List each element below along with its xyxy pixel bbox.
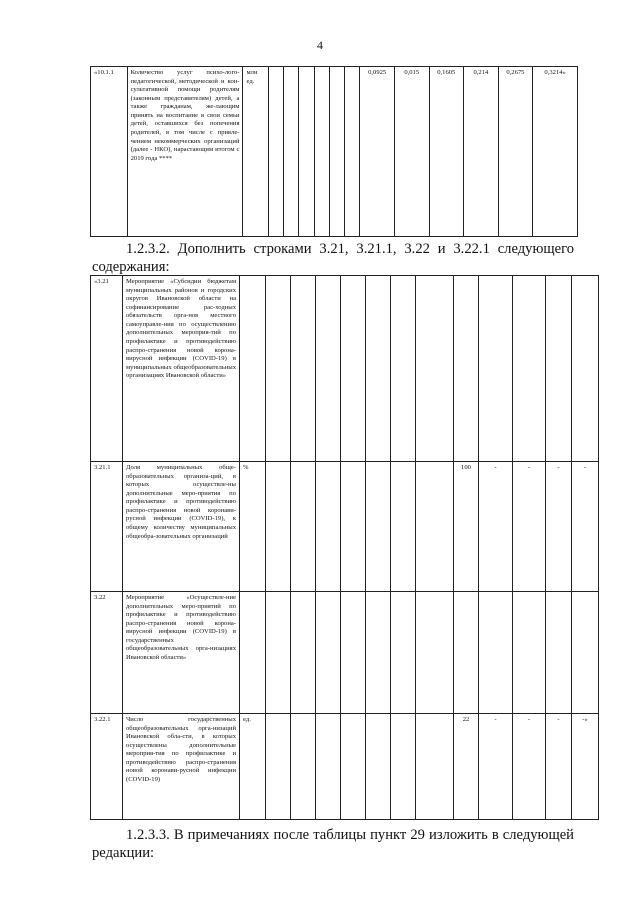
value-cell: 0,2675 xyxy=(498,67,533,237)
value-cell xyxy=(416,276,454,462)
value-cell: - xyxy=(546,462,572,592)
value-cell xyxy=(391,462,416,592)
indicator-table-bottom xyxy=(90,275,599,820)
value-cell xyxy=(291,714,316,820)
value-cell xyxy=(341,592,366,714)
value-cell xyxy=(316,592,341,714)
value-cell xyxy=(291,592,316,714)
value-cell xyxy=(454,592,479,714)
value-cell xyxy=(291,462,316,592)
value-cell xyxy=(454,276,479,462)
table-row xyxy=(91,67,578,237)
row-unit: млн ед. xyxy=(243,67,268,237)
value-cell xyxy=(546,592,572,714)
table-row xyxy=(91,462,599,592)
value-cell: - xyxy=(513,462,546,592)
value-cell xyxy=(479,276,513,462)
row-description: Мероприятие «Субсидии бюджетам муниципальных районов и городских округов Ивановской области на софинансирование рас-ходных обязательств орга-нов местного самоуправле-ния по осуществлению дополнительных мероприя-тий по профилактике и противодействию распро-странения новой корона-вирусной инфекции (COVID-19) в муниципальных общеобразовательных организациях Ивановской области» xyxy=(123,276,240,462)
row-number: 3.22.1 xyxy=(91,714,123,820)
value-cell xyxy=(572,592,599,714)
value-cell xyxy=(513,592,546,714)
value-cell xyxy=(546,276,572,462)
value-cell xyxy=(572,276,599,462)
value-cell xyxy=(513,276,546,462)
value-cell xyxy=(316,276,341,462)
value-cell xyxy=(341,462,366,592)
row-unit: ед. xyxy=(240,714,266,820)
amendment-paragraph-1232: 1.2.3.2. Дополнить строками 3.21, 3.21.1, 3.22 и 3.22.1 следующего содержания: xyxy=(92,241,574,276)
value-cell xyxy=(416,462,454,592)
value-cell: - xyxy=(546,714,572,820)
value-cell xyxy=(366,592,391,714)
value-cell: 0,1605 xyxy=(429,67,464,237)
value-cell: - xyxy=(479,714,513,820)
value-cell xyxy=(391,592,416,714)
value-cell xyxy=(366,462,391,592)
row-description: Количество услуг психо-лого-педагогической, методической и кон-сультативной помощи родителям (законным представителям) детей, а также гражданам, же-лающим принять на воспитание в свои семьи детей, оставшихся без попечения родителей, в том числе с привле-чением некоммерческих организаций (далее - НКО), нарастающим итогом с 2019 года **** xyxy=(127,67,243,237)
amendment-paragraph-1233: 1.2.3.3. В примечаниях после таблицы пункт 29 изложить в следующей редакции: xyxy=(92,827,574,862)
value-cell xyxy=(268,67,283,237)
table-row xyxy=(91,592,599,714)
row-description: Доля муниципальных обще-образовательных организа-ций, в которых осуществле-ны дополнительные меро-приятия по профилактике и противодействию распро-странения новой коронави-русной инфекции (COVID-19), к общему количеству муниципальных общеобра-зовательных организаций xyxy=(123,462,240,592)
value-cell xyxy=(416,714,454,820)
value-cell xyxy=(291,276,316,462)
row-number: «3.21 xyxy=(91,276,123,462)
indicator-table-top xyxy=(90,66,578,237)
value-cell xyxy=(329,67,344,237)
row-number: 3.22 xyxy=(91,592,123,714)
value-cell xyxy=(266,592,291,714)
row-description: Мероприятие «Осуществле-ние дополнительных меро-приятий по профилактике и противодействию распро-странения новой корона-вирусной инфекции (COVID-19) в государственных общеобразовательных орга-низациях Ивановской области» xyxy=(123,592,240,714)
value-cell xyxy=(341,714,366,820)
value-cell: - xyxy=(479,462,513,592)
value-cell xyxy=(391,276,416,462)
table-row xyxy=(91,276,599,462)
value-cell xyxy=(479,592,513,714)
value-cell xyxy=(266,276,291,462)
value-cell: 22 xyxy=(454,714,479,820)
value-cell xyxy=(266,714,291,820)
row-unit: % xyxy=(240,462,266,592)
row-number: «10.1.1 xyxy=(91,67,128,237)
row-unit xyxy=(240,276,266,462)
value-cell: 0,3214» xyxy=(533,67,578,237)
value-cell: 100 xyxy=(454,462,479,592)
value-cell xyxy=(366,276,391,462)
row-description: Число государственных общеобразовательных орга-низаций Ивановской обла-сти, в которых осуществлены дополнительные мероприя-тия по профилактике и противодействию распро-странения новой коронави-русной инфекции (COVID-19) xyxy=(123,714,240,820)
value-cell xyxy=(341,276,366,462)
value-cell: -» xyxy=(572,714,599,820)
row-unit xyxy=(240,592,266,714)
value-cell: 0,015 xyxy=(394,67,429,237)
value-cell xyxy=(284,67,299,237)
table-row xyxy=(91,714,599,820)
value-cell xyxy=(366,714,391,820)
value-cell xyxy=(416,592,454,714)
value-cell: - xyxy=(572,462,599,592)
value-cell xyxy=(316,714,341,820)
value-cell xyxy=(345,67,360,237)
row-number: 3.21.1 xyxy=(91,462,123,592)
value-cell xyxy=(266,462,291,592)
value-cell xyxy=(314,67,329,237)
value-cell xyxy=(299,67,314,237)
value-cell: 0,214 xyxy=(464,67,499,237)
value-cell: 0,0925 xyxy=(360,67,395,237)
value-cell xyxy=(316,462,341,592)
page-number: 4 xyxy=(317,38,323,52)
value-cell: - xyxy=(513,714,546,820)
value-cell xyxy=(391,714,416,820)
